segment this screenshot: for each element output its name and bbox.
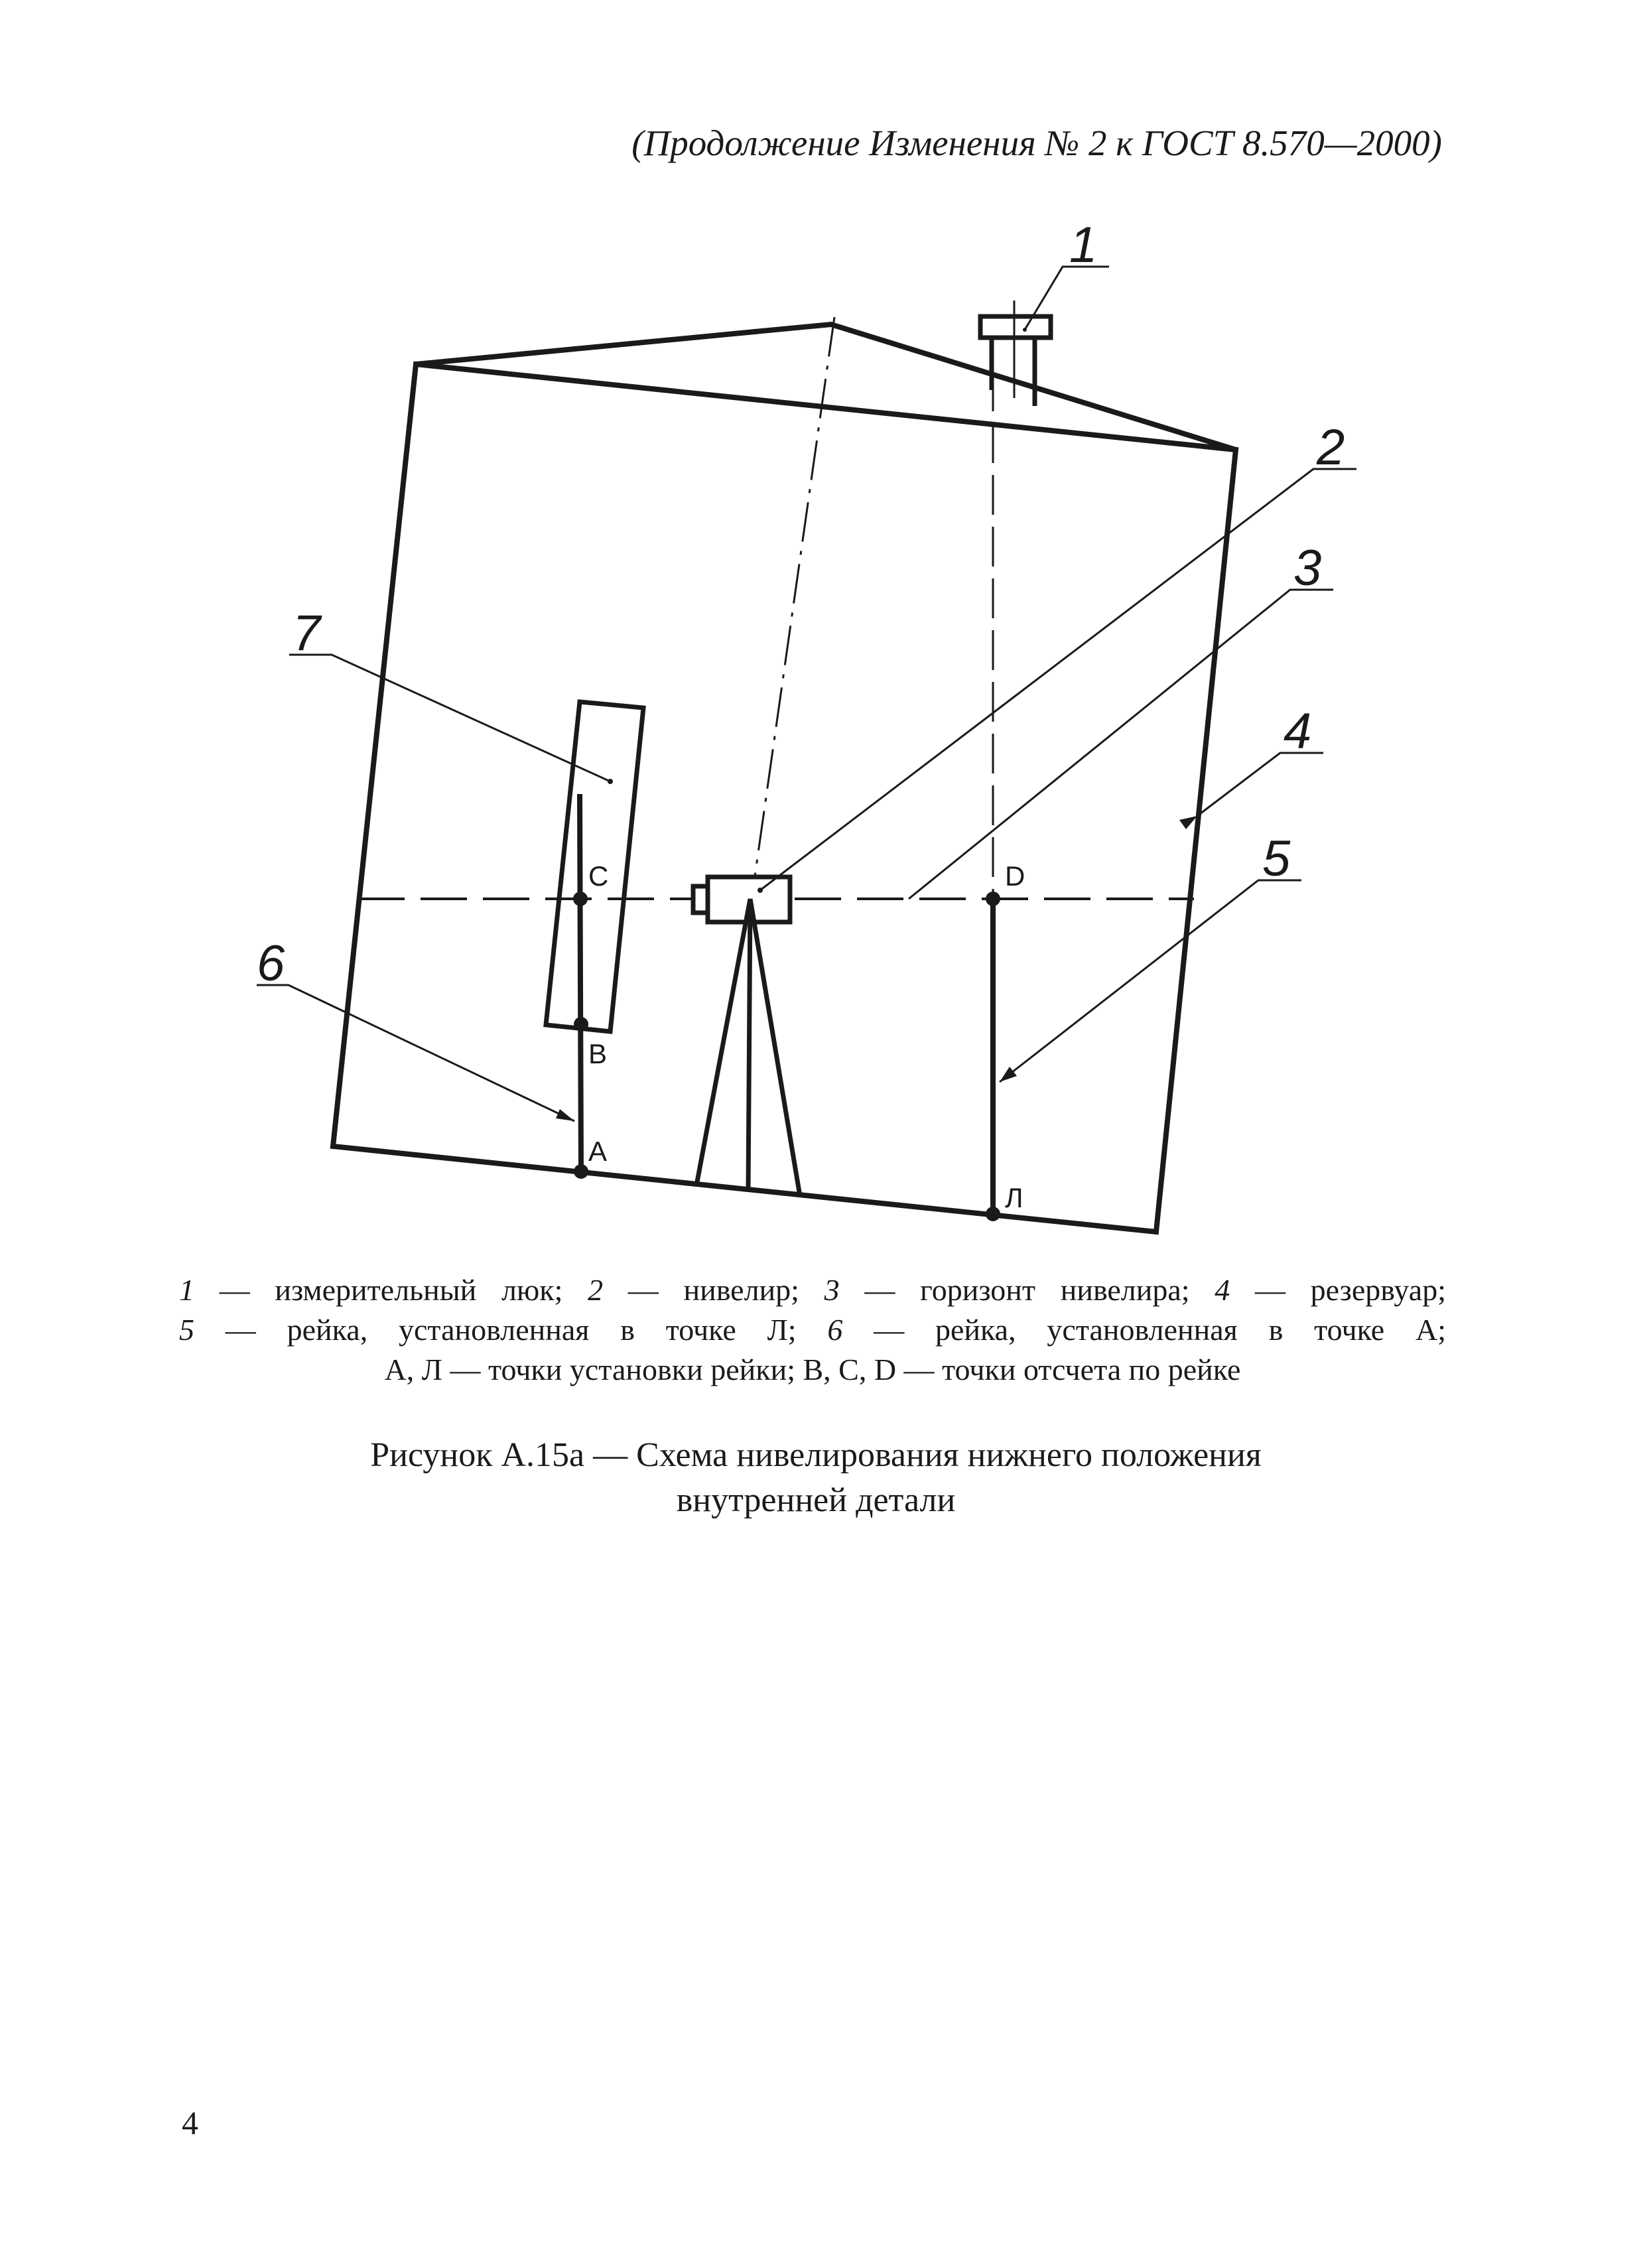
figure-caption: [219, 1433, 1413, 1523]
legend-num: 1: [179, 1273, 194, 1307]
legend-num: 6: [827, 1313, 843, 1347]
point-l-dot: [986, 1207, 1000, 1221]
legend-text: — рейка, установленная в точке А;: [842, 1313, 1446, 1347]
tripod: [696, 899, 800, 1196]
legend-num: 5: [179, 1313, 194, 1347]
callout-4: 4: [1283, 703, 1312, 760]
document-header: (Продолжение Изменения № 2 к ГОСТ 8.570—2000): [631, 123, 1442, 163]
legend-text: — нивелир;: [603, 1273, 824, 1307]
caption-line-2: внутренней детали: [676, 1481, 956, 1519]
legend-text: — рейка, установленная в точке Л;: [194, 1313, 828, 1347]
legend-num: 3: [824, 1273, 840, 1307]
point-l-label: Л: [1005, 1182, 1023, 1213]
legend-line-3: А, Л — точки установки рейки; В, С, D — точки отсчета по рейке: [384, 1353, 1241, 1386]
callout-7: 7: [293, 605, 321, 661]
page-number: 4: [182, 2104, 198, 2141]
figure-legend: [179, 1270, 1446, 1390]
point-a-dot: [574, 1164, 588, 1179]
reference-points: [573, 328, 1027, 1221]
point-b-label: B: [588, 1038, 608, 1069]
point-c-dot: [573, 892, 588, 906]
leader-lines: [257, 267, 1356, 1121]
legend-num: 2: [588, 1273, 604, 1307]
point-a-label: A: [588, 1136, 608, 1167]
legend-num: 4: [1215, 1273, 1230, 1307]
callout-5: 5: [1262, 831, 1291, 887]
callout-2: 2: [1317, 419, 1345, 476]
legend-text: — резервуар;: [1230, 1273, 1446, 1307]
callout-1: 1: [1069, 217, 1098, 273]
callout-6: 6: [257, 935, 285, 992]
legend-text: — измерительный люк;: [194, 1273, 588, 1307]
point-c-label: C: [588, 860, 609, 892]
callout-3: 3: [1293, 540, 1322, 596]
caption-line-1: Рисунок А.15а — Схема нивелирования нижнего положения: [370, 1436, 1262, 1474]
point-b-dot: [574, 1017, 588, 1032]
legend-line-2: [179, 1310, 1446, 1350]
level-instrument: [693, 877, 790, 922]
arrow-heads: [556, 816, 1197, 1121]
legend-line-1: [179, 1270, 1446, 1310]
staff-a: [580, 794, 581, 1173]
legend-text: — горизонт нивелира;: [839, 1273, 1215, 1307]
point-d-dot: [986, 892, 1000, 906]
point-d-label: D: [1005, 860, 1025, 892]
